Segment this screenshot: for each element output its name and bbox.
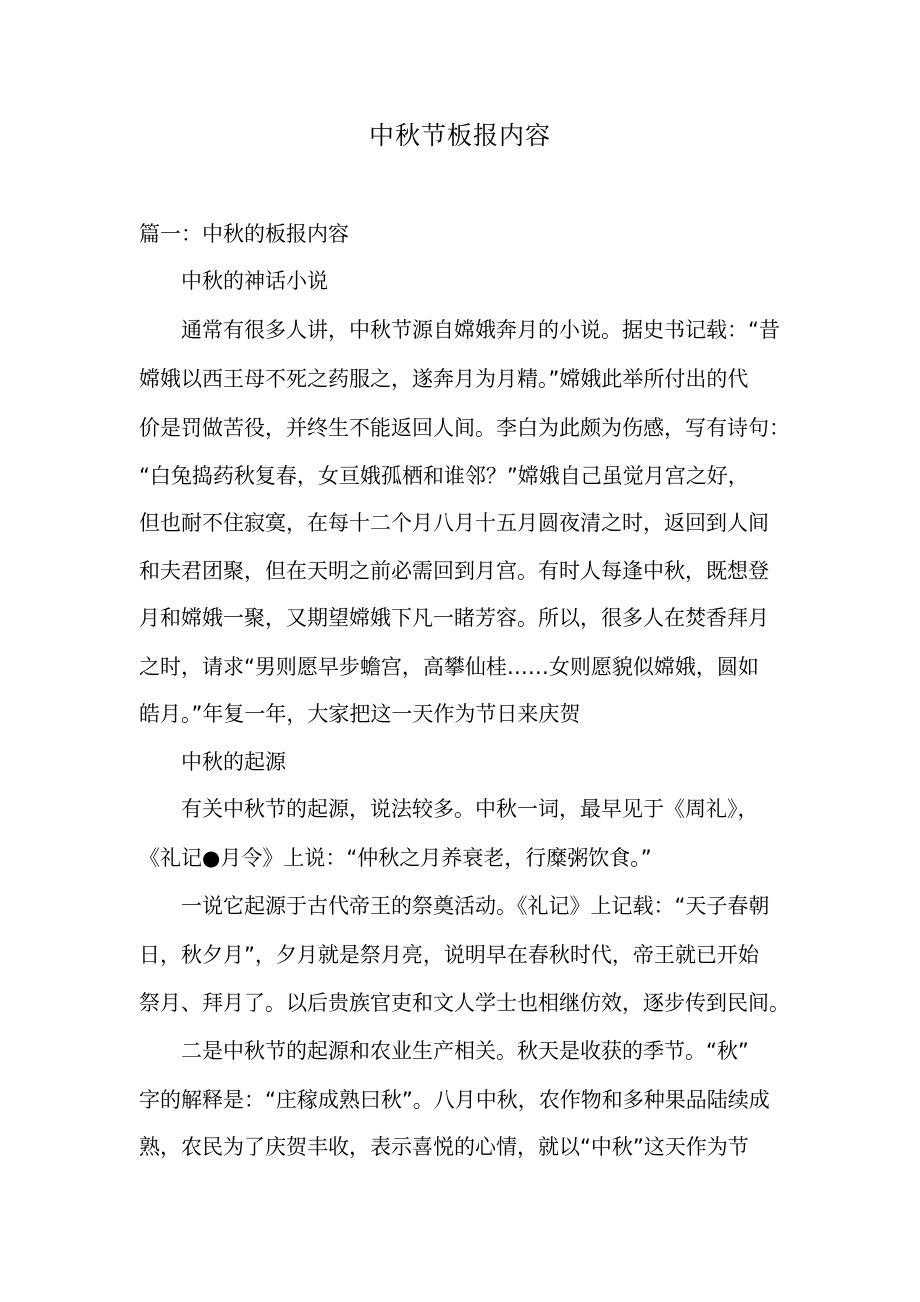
paragraph-line: 月和嫦娥一聚，又期望嫦娥下凡一睹芳容。所以，很多人在焚香拜月 bbox=[139, 606, 769, 630]
subheading-origin: 中秋的起源 bbox=[181, 750, 286, 774]
paragraph-line: 祭月、拜月了。以后贵族官吏和文人学士也相继仿效，逐步传到民间。 bbox=[139, 991, 790, 1015]
paragraph-line: 熟，农民为了庆贺丰收，表示喜悦的心情，就以“中秋”这天作为节 bbox=[139, 1135, 749, 1159]
paragraph-line: 嫦娥以西王母不死之药服之，遂奔月为月精。”嫦娥此举所付出的代 bbox=[139, 367, 749, 391]
paragraph-line: 《礼记●月令》上说：“仲秋之月养衰老，行糜粥饮食。” bbox=[139, 846, 652, 870]
paragraph-line: 一说它起源于古代帝王的祭奠活动。《礼记》上记载：“天子春朝 bbox=[181, 894, 770, 918]
document-title: 中秋节板报内容 bbox=[368, 121, 551, 150]
paragraph-line: 日，秋夕月”，夕月就是祭月亮，说明早在春秋时代，帝王就已开始 bbox=[139, 943, 759, 967]
paragraph-line: 二是中秋节的起源和农业生产相关。秋天是收获的季节。“秋” bbox=[181, 1039, 749, 1063]
paragraph-line: 价是罚做苦役，并终生不能返回人间。李白为此颇为伤感，写有诗句： bbox=[139, 416, 790, 440]
paragraph-line: 皓月。”年复一年，大家把这一天作为节日来庆贺 bbox=[139, 702, 581, 726]
paragraph-line: 有关中秋节的起源，说法较多。中秋一词，最早见于《周礼》， bbox=[181, 797, 759, 821]
paragraph-line: 但也耐不住寂寞，在每十二个月八月十五月圆夜清之时，返回到人间 bbox=[139, 511, 769, 535]
section-heading: 篇一：中秋的板报内容 bbox=[139, 222, 349, 246]
paragraph-line: 和夫君团聚，但在天明之前必需回到月宫。有时人每逢中秋，既想登 bbox=[139, 559, 769, 583]
paragraph-line: “白兔捣药秋复春，女亘娥孤栖和谁邻？”嫦娥自己虽觉月宫之好， bbox=[139, 464, 749, 488]
subheading-myth: 中秋的神话小说 bbox=[181, 269, 328, 293]
paragraph-line: 之时，请求“男则愿早步蟾宫，高攀仙桂……女则愿貌似嫦娥，圆如 bbox=[139, 655, 759, 679]
paragraph-line: 字的解释是：“庄稼成熟曰秋”。八月中秋，农作物和多种果品陆续成 bbox=[139, 1088, 770, 1112]
paragraph-line: 通常有很多人讲，中秋节源自嫦娥奔月的小说。据史书记载：“昔 bbox=[181, 318, 780, 342]
